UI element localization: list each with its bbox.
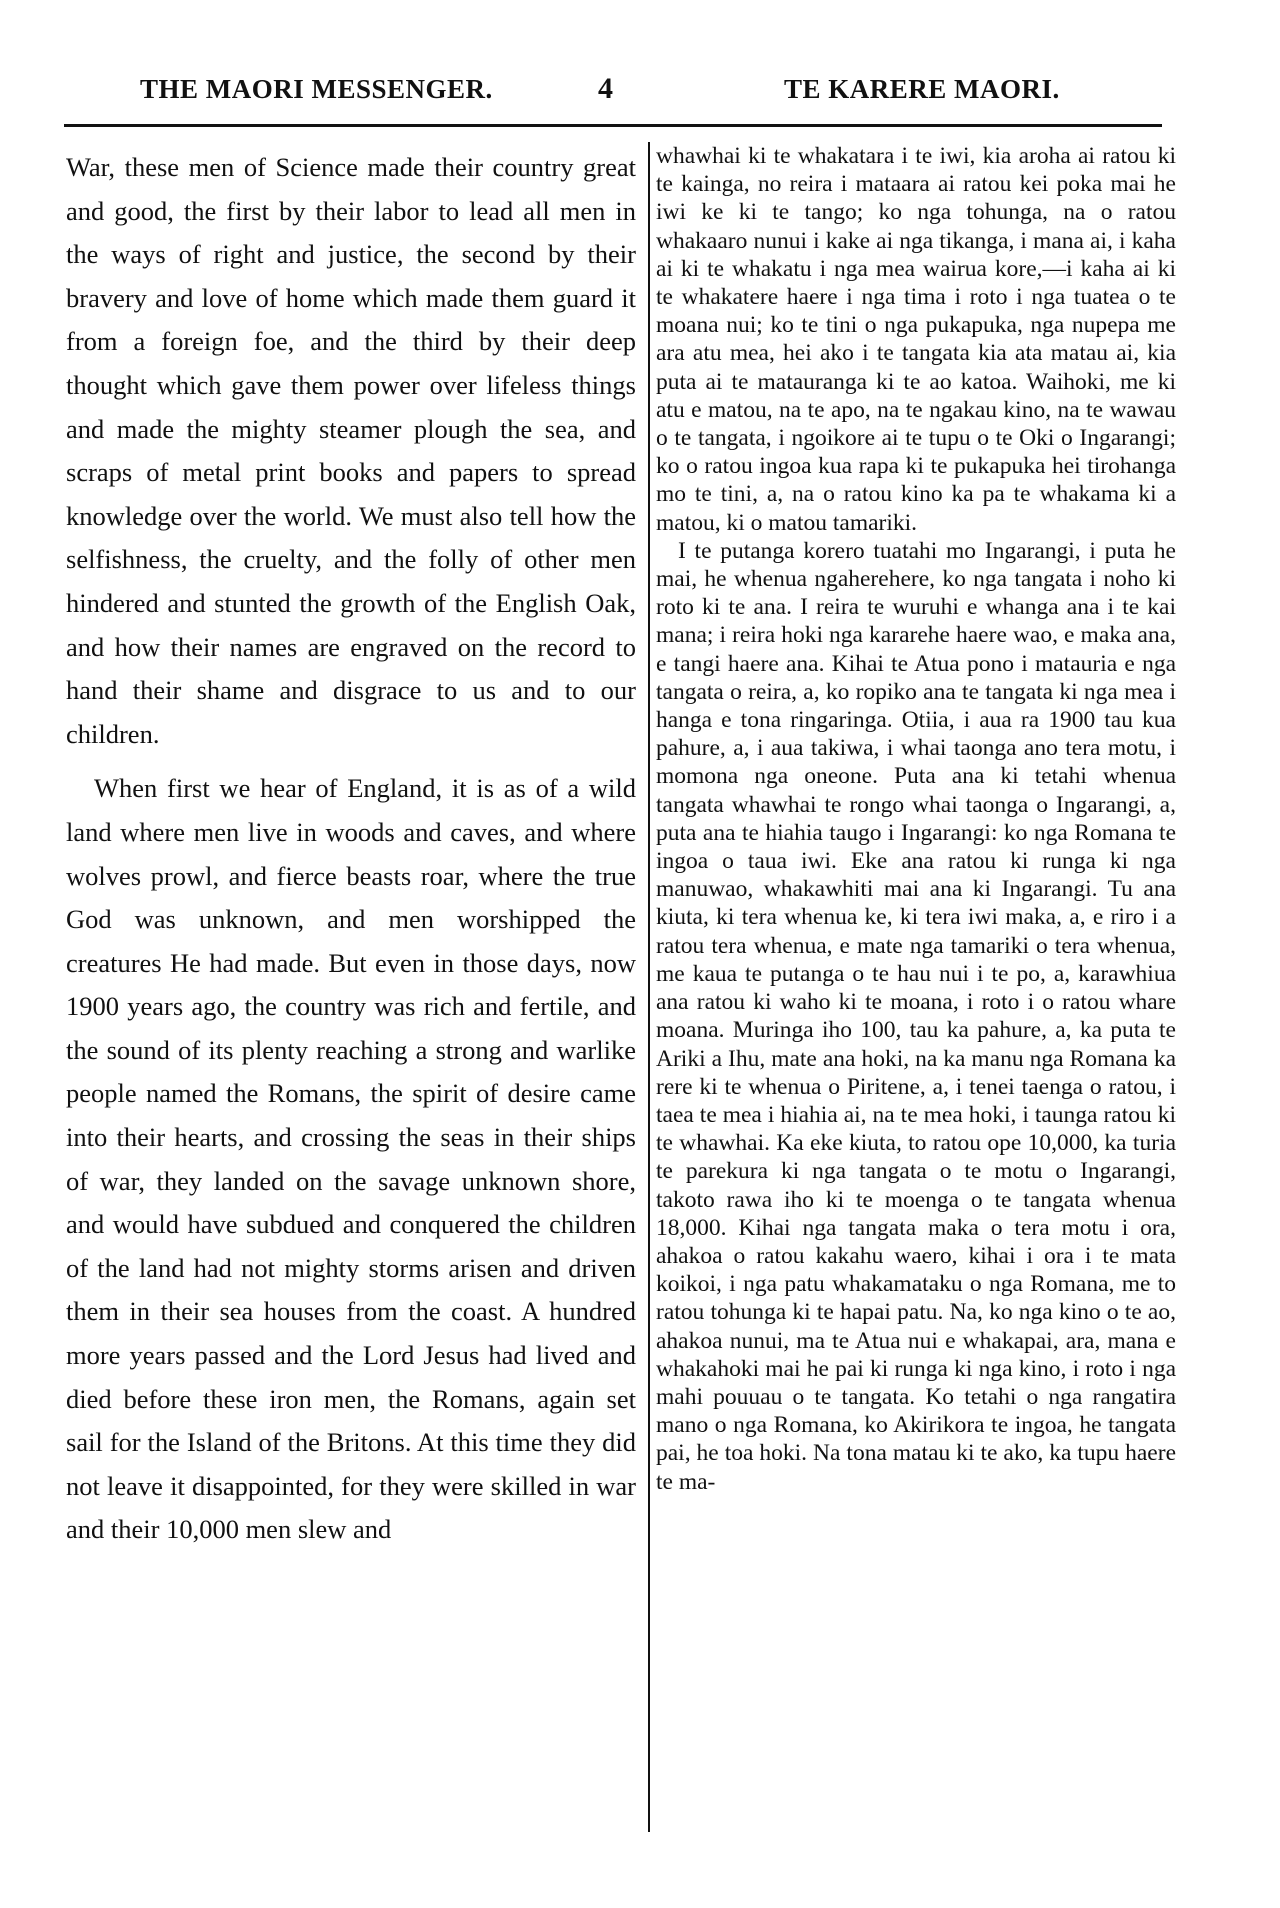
maori-masthead: TE KARERE MAORI. [784,74,1060,104]
english-paragraph: War, these men of Science made their country great and good, the first by their labor to lead all men in the ways of right and justice, the second by their bravery and love of home which made them guard it from a foreign foe, and the third by their deep thought which gave them power over lifeless things and made the mighty steamer plough the sea, and scraps of metal print books and papers to spread knowledge over the world. We must also tell how the selfishness, the cruelty, and the folly of other men hindered and stunted the growth of the English Oak, and how their names are engraved on the record to hand their shame and disgrace to us and to our children. [66,152,636,749]
page-header [0,74,1280,114]
column-divider [648,142,650,1832]
english-masthead: THE MAORI MESSENGER. [140,74,493,104]
maori-column [656,142,1176,1496]
page-number: 4 [598,72,613,105]
maori-paragraph: I te putanga korero tuatahi mo Ingarangi, i puta he mai, he whenua ngaherehere, ko nga tangata i noho ki roto ki te ana. I reira te wuruhi e whanga ana i te kai mana; i reira hoki nga kararehe haere wao, e maka ana, e tangi haere ana. Kihai te Atua pono i matauria e nga tangata o reira, a, ko ropiko ana te tangata ki nga mea i hanga e tona ringaringa. Otiia, i aua ra 1900 tau kua pahure, a, i aua takiwa, i whai taonga ano tera motu, i momona nga oneone. Puta ana ki tetahi whenua tangata whawhai te rongo whai taonga o Ingarangi, a, puta ana te hiahia taugo i Ingarangi: ko nga Romana te ingoa o taua iwi. Eke ana ratou ki runga ki nga manuwao, whakawhiti mai ana ki Ingarangi. Tu ana kiuta, ki tera whenua ke, ki tera iwi maka, a, e riro i a ratou tera whenua, e mate nga tamariki o tera whenua, me kaua te putanga o te hau nui i te po, a, karawhiua ana ratou ki waho ki te moana, i roto i o ratou whare moana. Muringa iho 100, tau ka pahure, a, ka puta te Ariki a Ihu, mate ana hoki, na ka manu nga Romana ka rere ki te whenua o Piritene, a, i tenei taenga o ratou, i taea te mea i hiahia ai, na te mea hoki, i taunga ratou ki te whawhai. Ka eke kiuta, to ratou ope 10,000, ka turia te parekura ki nga tangata o te motu o Ingarangi, takoto rawa iho ki te moenga o te tangata whenua 18,000. Kihai nga tangata maka o tera motu i ora, ahakoa o ratou kakahu waero, kihai i ora i te mata koikoi, i nga patu whakamataku o nga Romana, me to ratou tohunga ki te hapai patu. Na, ko nga kino o te ao, ahakoa nunui, ma te Atua nui e whakapai, ara, mana e whakahoki mai he pai ki runga ki nga kino, i roto i nga mahi pouuau o te tangata. Ko tetahi o nga rangatira mano o nga Romana, ko Akirikora te ingoa, he tangata pai, he toa hoki. Na tona matau ki te ako, ka tupu haere te ma- [656,537,1176,1495]
header-rule [64,124,1162,127]
english-column [66,146,636,1552]
english-paragraph: When first we hear of England, it is as of a wild land where men live in woods and caves, and where wolves prowl, and fierce beasts roar, where the true God was unknown, and men worshipped the creatures He had made. But even in those days, now 1900 years ago, the country was rich and fertile, and the sound of its plenty reaching a strong and warlike people named the Romans, the spirit of desire came into their hearts, and crossing the seas in their ships of war, they landed on the savage unknown shore, and would have subdued and conquered the children of the land had not mighty storms arisen and driven them in their sea houses from the coast. A hundred more years passed and the Lord Jesus had lived and died before these iron men, the Romans, again set sail for the Island of the Britons. At this time they did not leave it disappointed, for they were skilled in war and their 10,000 men slew and [66,773,636,1545]
maori-paragraph: whawhai ki te whakatara i te iwi, kia aroha ai ratou ki te kainga, no reira i mataara ai ratou kei poka mai he iwi ke ki te tango; ko nga tohunga, na o ratou whakaaro nunui i kake ai nga tikanga, i mana ai, i kaha ai ki te whakatu i nga mea wairua kore,—i kaha ai ki te whakatere haere i nga tima i roto i nga tuatea o te moana nui; ko te tini o nga pukapuka, nga nupepa me ara atu mea, hei ako i te tangata kia ata matau ai, kia puta ai te matauranga ki te ao katoa. Waihoki, me ki atu e matou, na te apo, na te ngakau kino, na te wawau o te tangata, i ngoikore ai te tupu o te Oki o Ingarangi; ko o ratou ingoa kua rapa ki te pukapuka hei tirohanga mo te tini, a, na o ratou kino ka pa te whakama ki a matou, ki o matou tamariki. [656,143,1176,536]
